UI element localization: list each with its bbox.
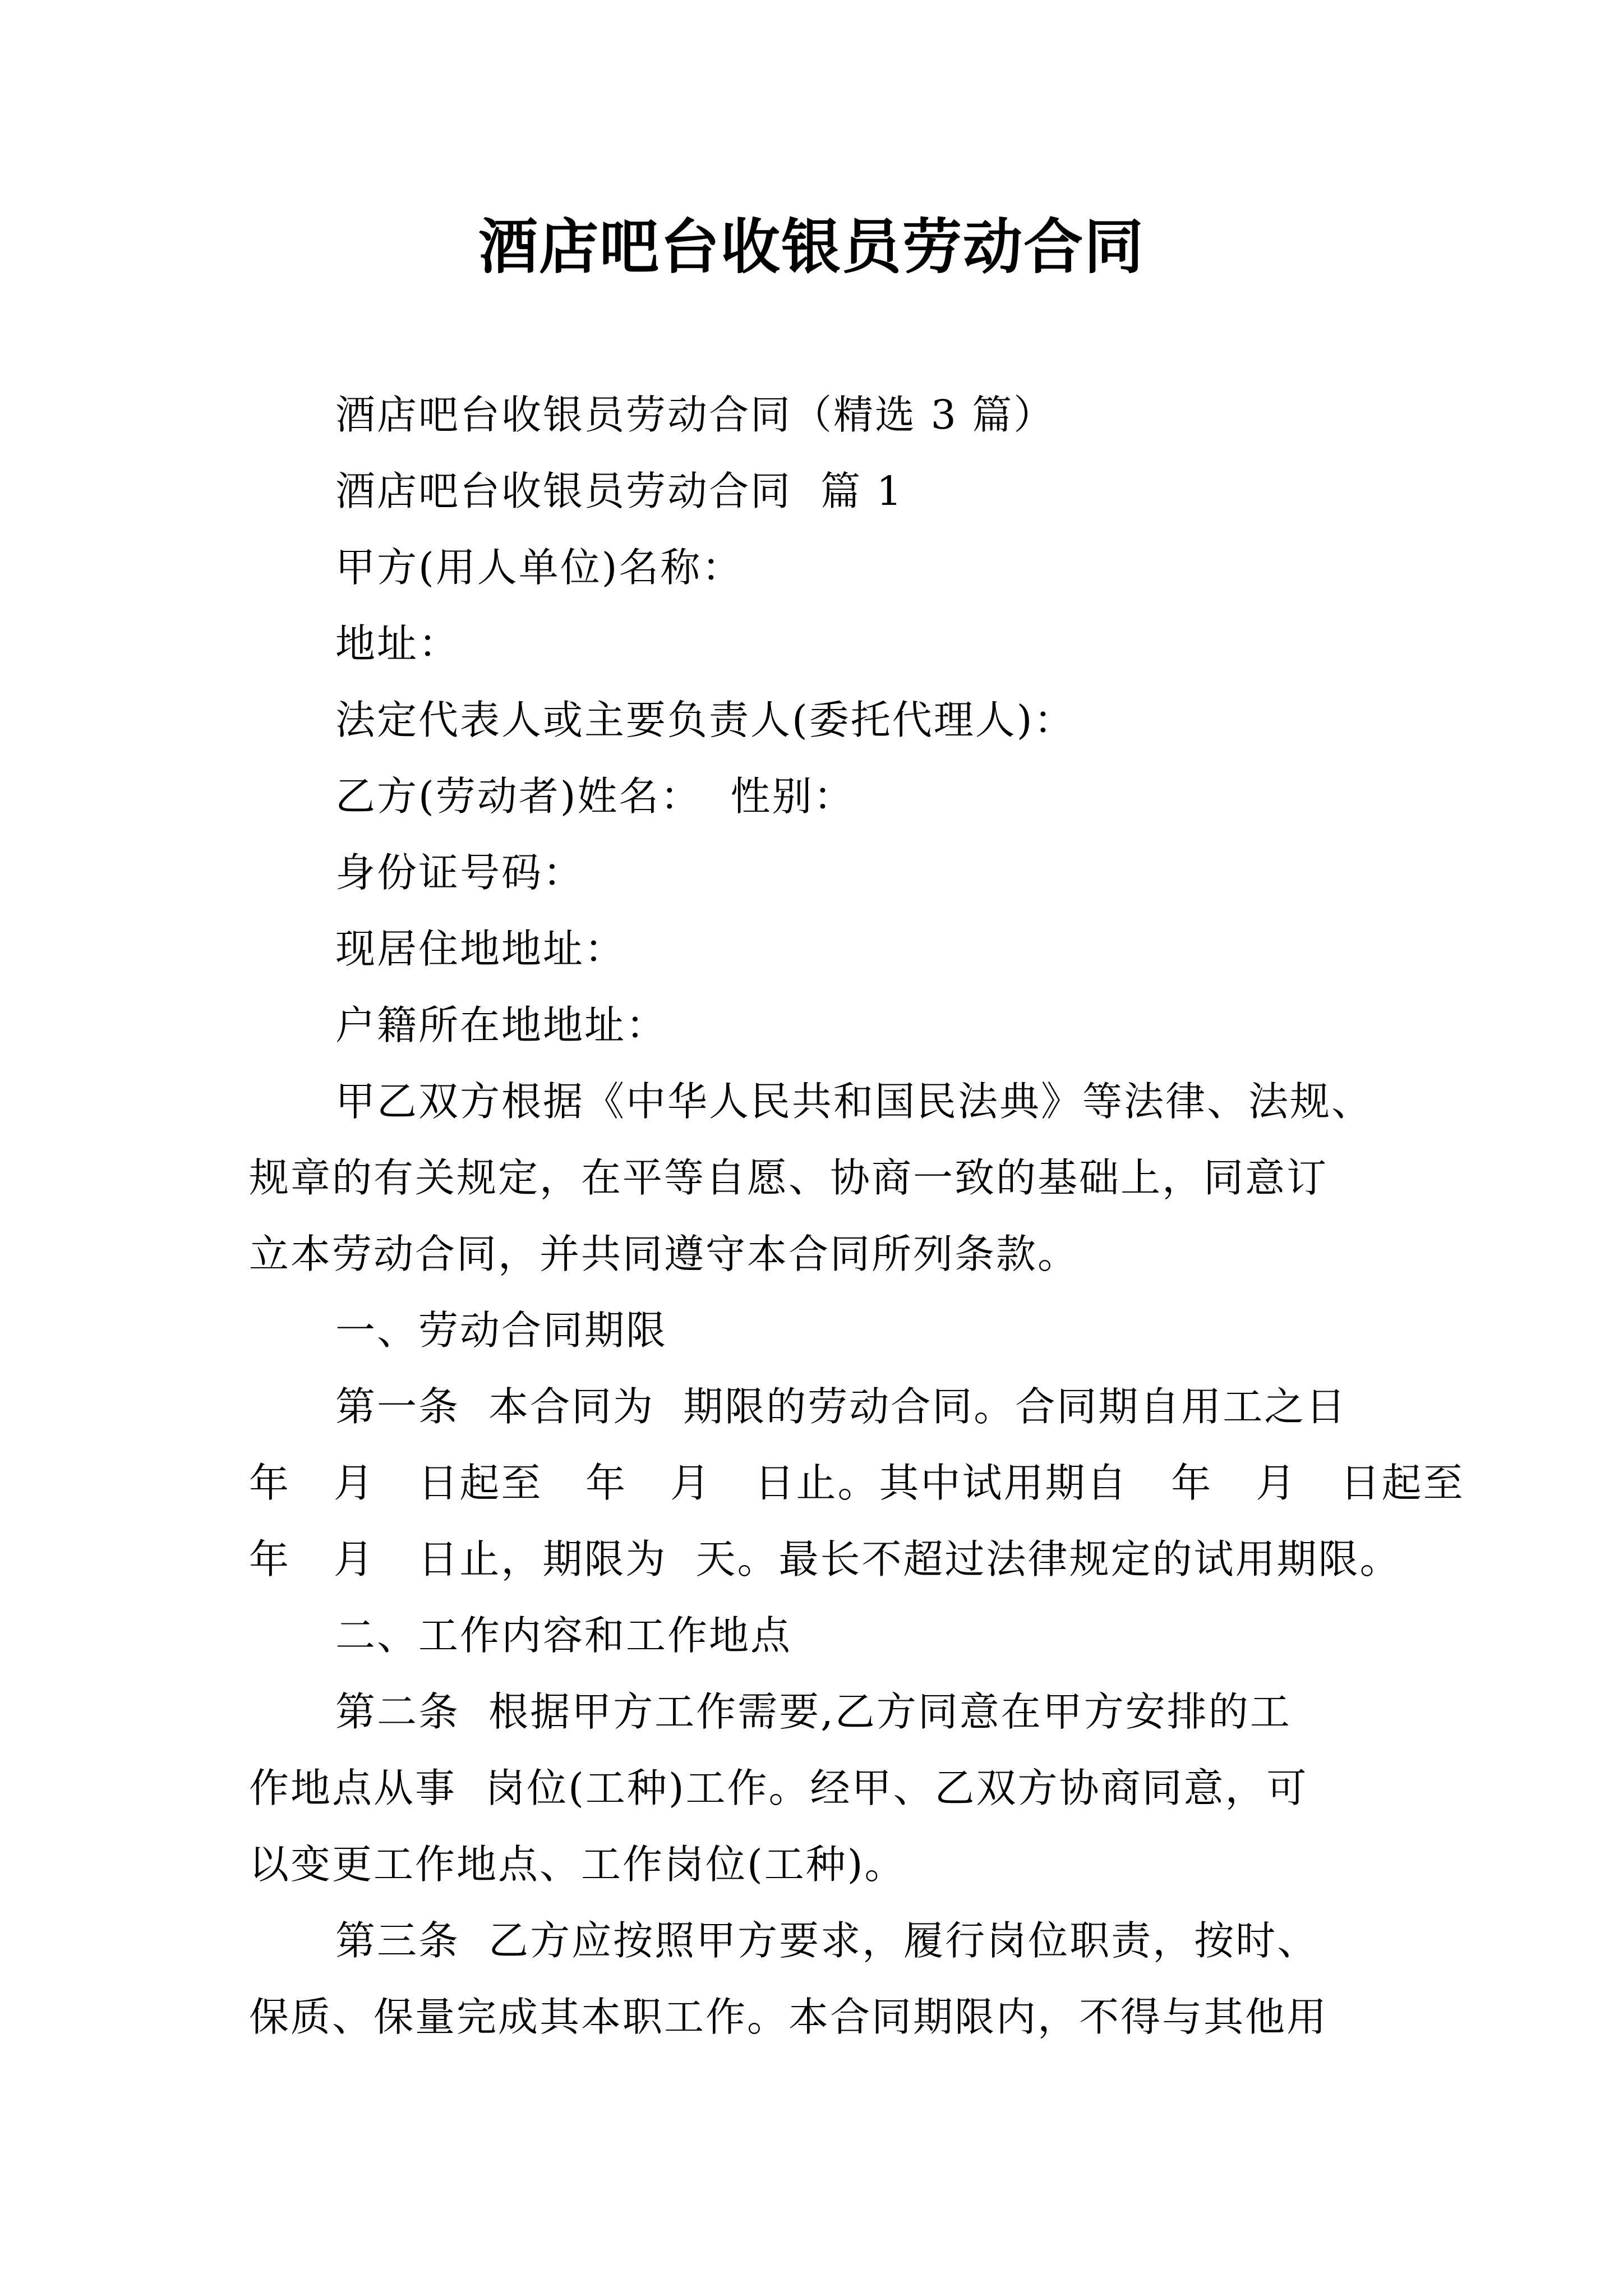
paragraph-line: 甲方(用人单位)名称： <box>335 544 744 591</box>
paragraph-line: 第二条 根据甲方工作需要,乙方同意在甲方安排的工 <box>335 1688 1292 1735</box>
document-title: 酒店吧台收银员劳动合同 <box>478 211 1145 282</box>
section-heading: 一、劳动合同期限 <box>335 1307 668 1354</box>
paragraph-line: 以变更工作地点、工作岗位(工种)。 <box>249 1841 906 1888</box>
paragraph-line: 甲乙双方根据《中华人民共和国民法典》等法律、法规、 <box>335 1078 1373 1125</box>
paragraph-line: 户籍所在地地址： <box>335 1002 668 1048</box>
paragraph-line: 酒店吧台收银员劳动合同（精选 3 篇） <box>335 392 1055 438</box>
paragraph-line: 现居住地地址： <box>335 926 626 972</box>
paragraph-line: 乙方(劳动者)姓名： 性别： <box>335 773 855 820</box>
paragraph-line: 地址： <box>335 620 460 667</box>
paragraph-line: 酒店吧台收银员劳动合同 篇 1 <box>335 468 903 514</box>
paragraph-line: 规章的有关规定，在平等自愿、协商一致的基础上，同意订 <box>249 1154 1329 1201</box>
paragraph-line: 身份证号码： <box>335 849 585 896</box>
paragraph-line: 年 月 日止，期限为 天。最长不超过法律规定的试用期限。 <box>249 1536 1401 1582</box>
paragraph-line: 第一条 本合同为 期限的劳动合同。合同期自用工之日 <box>335 1383 1348 1430</box>
section-heading: 二、工作内容和工作地点 <box>335 1612 792 1659</box>
paragraph-line: 作地点从事 岗位(工种)工作。经甲、乙双方协商同意，可 <box>249 1765 1308 1811</box>
paragraph-line: 立本劳动合同，并共同遵守本合同所列条款。 <box>249 1231 1080 1277</box>
paragraph-line: 第三条 乙方应按照甲方要求，履行岗位职责，按时、 <box>335 1917 1319 1964</box>
document-body <box>249 377 1465 2055</box>
paragraph-line: 年 月 日起至 年 月 日止。其中试用期自 年 月 日起至 <box>249 1460 1465 1506</box>
paragraph-line: 法定代表人或主要负责人(委托代理人)： <box>335 697 1076 743</box>
paragraph-line: 保质、保量完成其本职工作。本合同期限内，不得与其他用 <box>249 1994 1329 2040</box>
